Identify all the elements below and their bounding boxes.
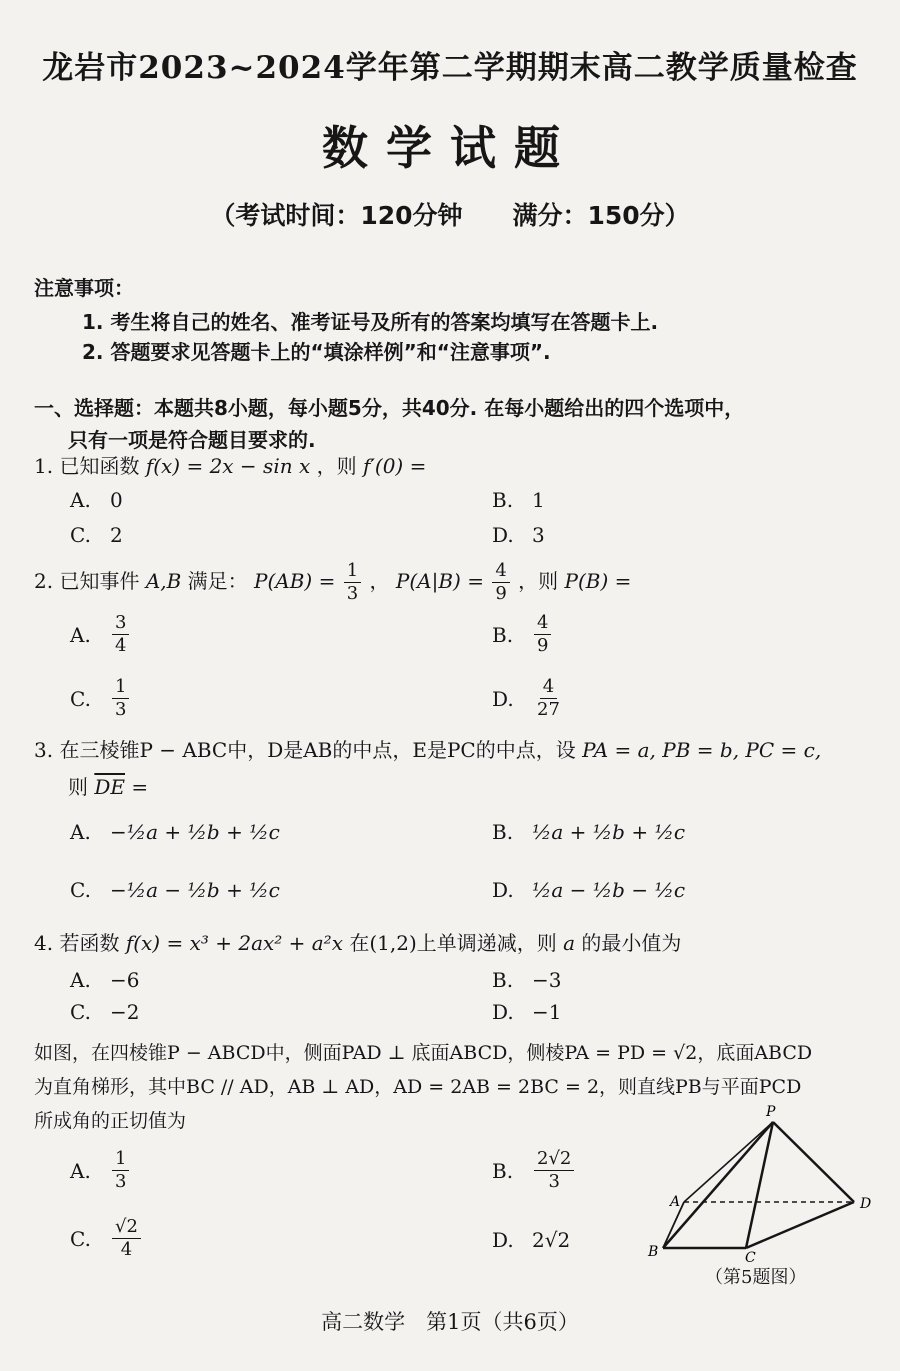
probability-ab: P(AB) = [254, 569, 336, 593]
question-number: 2. [34, 569, 54, 593]
question-text: ，则 [518, 569, 559, 593]
function-expression: f(x) = 2x − sin x [145, 454, 311, 478]
fraction [112, 1216, 141, 1261]
option-b: B. $\frac{4}{9}$ [492, 612, 553, 657]
question-number: 3. [34, 738, 54, 762]
variable-a: a [563, 931, 576, 955]
option-d: D. −1 [492, 1000, 562, 1024]
question-text: 在(1,2)上单调递减，则 [349, 931, 557, 955]
option-b: B. −3 [492, 968, 562, 992]
question-5-line1: 如图，在四棱锥P − ABCD中，侧面PAD ⊥ 底面ABCD，侧棱PA = PD = √2，底面ABCD [34, 1042, 813, 1064]
question-5 [34, 1038, 884, 1068]
option-d: D. $\frac{4}{27}$ [492, 676, 565, 721]
question-4 [34, 928, 884, 958]
edge-cd [746, 1202, 854, 1248]
fraction-numerator: 4 [534, 612, 551, 635]
fraction-denominator: 3 [548, 1171, 560, 1192]
question-2 [34, 560, 884, 605]
option-value: −½a + ½b + ½c [110, 820, 280, 844]
fraction-numerator: 1 [112, 676, 129, 699]
question-number: 4. [34, 931, 54, 955]
question-text: ，则 [316, 454, 357, 478]
fraction-denominator: 9 [537, 635, 549, 656]
option-a: A. $\frac{1}{3}$ [70, 1148, 131, 1193]
subject-title: 数学试题 [322, 121, 578, 175]
fraction-denominator: 9 [495, 583, 507, 604]
label-b: B [648, 1244, 659, 1260]
question-text: 已知事件 [59, 569, 140, 593]
option-value: −1 [532, 1000, 562, 1024]
question-text: 在三棱锥P − ABC中，D是AB的中点，E是PC的中点，设 [59, 738, 576, 762]
fraction-denominator: 4 [115, 635, 127, 656]
option-a: A. 0 [70, 488, 123, 512]
option-a: A. $\frac{3}{4}$ [70, 612, 131, 657]
question-text: 则 [68, 775, 88, 799]
question-5-line2: 为直角梯形，其中BC // AD，AB ⊥ AD，AD = 2AB = 2BC = 2，则直线PB与平面PCD [34, 1076, 802, 1098]
fraction [344, 560, 361, 605]
option-value: ½a − ½b − ½c [532, 878, 686, 902]
question-ask: f′(0) = [362, 454, 427, 478]
option-d: D. 2√2 [492, 1228, 571, 1252]
option-value: −2 [110, 1000, 140, 1024]
fraction-numerator: 4 [492, 560, 509, 583]
option-d: D. 3 [492, 523, 545, 547]
option-value: 2 [110, 523, 123, 547]
label-p: P [766, 1104, 776, 1120]
option-c: C. $\frac{√2}{4}$ [70, 1216, 143, 1261]
option-value: −6 [110, 968, 140, 992]
pyramid-figure [640, 1102, 890, 1262]
question-3-line2 [68, 772, 900, 802]
edge-pd [773, 1122, 854, 1202]
option-value: ½a + ½b + ½c [532, 820, 686, 844]
question-text: 满足： [187, 569, 248, 593]
question-3 [34, 735, 884, 765]
fraction-numerator: 1 [112, 1148, 129, 1171]
notice-item-1: 1. 考生将自己的姓名、准考证号及所有的答案均填写在答题卡上. [82, 310, 659, 334]
equals-sign: = [131, 775, 149, 799]
fraction [112, 1148, 129, 1193]
label-d: D [860, 1196, 872, 1212]
option-b: B. ½a + ½b + ½c [492, 820, 686, 844]
fraction-numerator: 2√2 [534, 1148, 574, 1171]
fraction-numerator: 1 [344, 560, 361, 583]
option-a: A. −½a + ½b + ½c [70, 820, 280, 844]
option-value: −½a − ½b + ½c [110, 878, 280, 902]
label-c: C [745, 1250, 756, 1262]
fraction [112, 676, 129, 721]
option-value: 2√2 [532, 1228, 571, 1252]
option-c: C. −2 [70, 1000, 140, 1024]
figure-caption: （第5题图） [705, 1267, 807, 1288]
option-value: 3 [532, 523, 545, 547]
separator: ， [369, 569, 390, 593]
question-1 [34, 451, 884, 481]
fraction [534, 676, 563, 721]
option-d: D. ½a − ½b − ½c [492, 878, 686, 902]
question-text: 的最小值为 [581, 931, 682, 955]
option-c: C. −½a − ½b + ½c [70, 878, 280, 902]
option-value: 1 [532, 488, 545, 512]
event-names: A,B [145, 569, 182, 593]
fraction-numerator: 4 [540, 676, 557, 699]
vector-definitions: PA = a, PB = b, PC = c, [582, 738, 822, 762]
exam-info: （考试时间：120分钟 满分：150分） [210, 201, 690, 230]
conditional-probability: P(A|B) = [395, 569, 484, 593]
edge-pc [746, 1122, 773, 1248]
fraction-denominator: 3 [115, 699, 127, 720]
label-a: A [670, 1194, 681, 1210]
option-b: B. 1 [492, 488, 545, 512]
fraction [534, 1148, 574, 1193]
function-expression: f(x) = x³ + 2ax² + a²x [125, 931, 343, 955]
fraction-denominator: 3 [346, 583, 359, 604]
exam-title: 龙岩市2023~2024学年第二学期期末高二教学质量检查 [42, 50, 858, 86]
page-footer: 高二数学 第1页（共6页） [321, 1310, 579, 1334]
fraction-denominator: 27 [537, 699, 560, 720]
question-text: 已知函数 [59, 454, 140, 478]
section-heading-line1: 一、选择题：本题共8小题，每小题5分，共40分. 在每小题给出的四个选项中， [34, 396, 745, 420]
option-a: A. −6 [70, 968, 140, 992]
option-b: B. $\frac{2√2}{3}$ [492, 1148, 576, 1193]
question-number: 1. [34, 454, 54, 478]
option-value: 0 [110, 488, 123, 512]
question-text: 若函数 [59, 931, 120, 955]
fraction [112, 612, 129, 657]
fraction-denominator: 3 [115, 1171, 127, 1192]
notice-item-2: 2. 答题要求见答题卡上的“填涂样例”和“注意事项”. [82, 340, 551, 364]
question-5-line3: 所成角的正切值为 [34, 1110, 187, 1132]
question-ask: P(B) = [564, 569, 632, 593]
fraction-denominator: 4 [120, 1239, 133, 1260]
fraction [534, 612, 551, 657]
vector-de: $\overline{DE}$ [94, 775, 125, 799]
fraction-numerator: 3 [112, 612, 129, 635]
edge-pb [663, 1122, 773, 1248]
option-c: C. 2 [70, 523, 123, 547]
section-heading-line2: 只有一项是符合题目要求的. [68, 428, 316, 452]
section-heading [34, 392, 884, 456]
fraction-numerator: √2 [112, 1216, 141, 1239]
option-value: −3 [532, 968, 562, 992]
notice-heading: 注意事项： [34, 276, 134, 300]
option-c: C. $\frac{1}{3}$ [70, 676, 131, 721]
fraction [492, 560, 509, 605]
